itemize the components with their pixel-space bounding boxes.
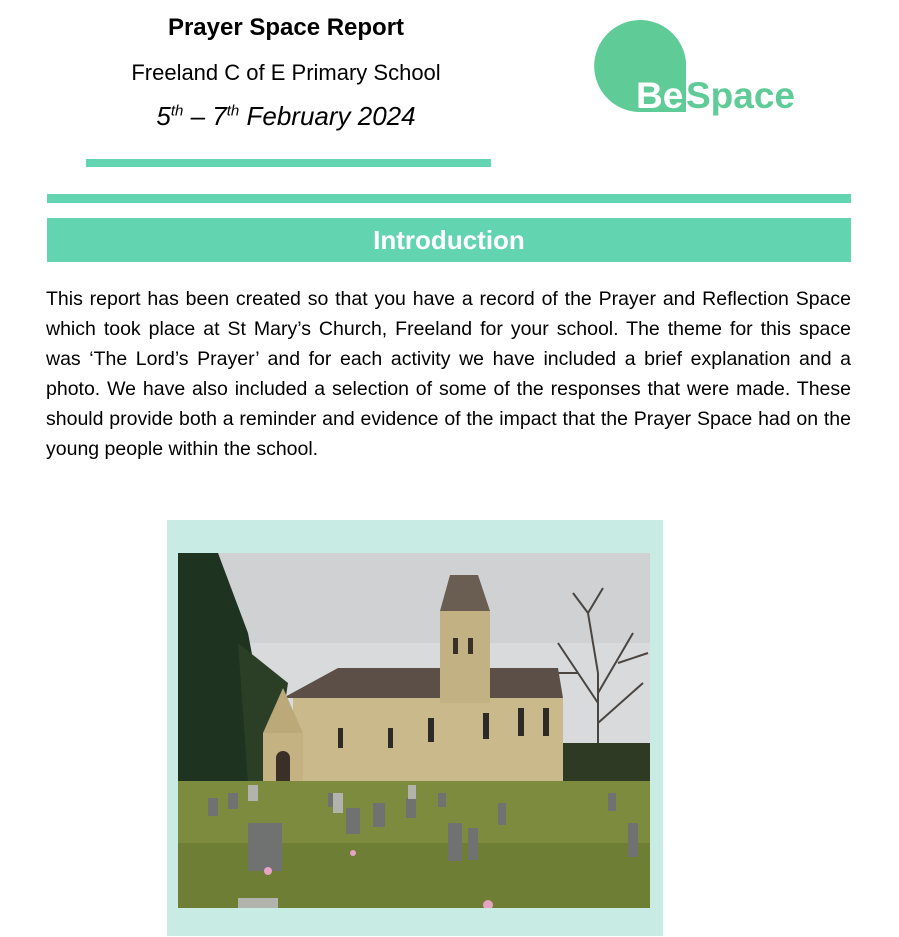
date-dash: –	[183, 101, 213, 131]
logo-text-space: Space	[686, 75, 796, 116]
report-dates	[86, 101, 486, 132]
church-photo	[178, 553, 650, 908]
bespace-logo	[588, 12, 808, 124]
report-title: Prayer Space Report	[167, 14, 405, 41]
church-tower	[440, 611, 490, 703]
date-month-year: February 2024	[239, 101, 416, 131]
date-end-day: 7	[212, 101, 227, 131]
logo-text-be: Be	[636, 75, 684, 116]
school-name: Freeland C of E Primary School	[131, 60, 441, 85]
date-end-suffix: th	[226, 102, 240, 120]
intro-paragraph: This report has been created so that you have a record of the Prayer and Reflection Space which took place at St Mary’s Church, Freeland for your school. The theme for this space was ‘The Lord’s Prayer’ and for each activity we have included a brief explanation and a photo. We have also included a selection of some of the responses that were made. These should provide both a reminder and evidence of the impact that the Prayer Space had on the young people within the school.	[46, 288, 851, 460]
date-start-day: 5	[156, 101, 171, 131]
section-divider	[47, 194, 851, 203]
photo-frame	[167, 520, 663, 936]
header-divider	[86, 159, 491, 167]
date-start-suffix: th	[170, 102, 184, 120]
section-heading: Introduction	[47, 218, 851, 262]
